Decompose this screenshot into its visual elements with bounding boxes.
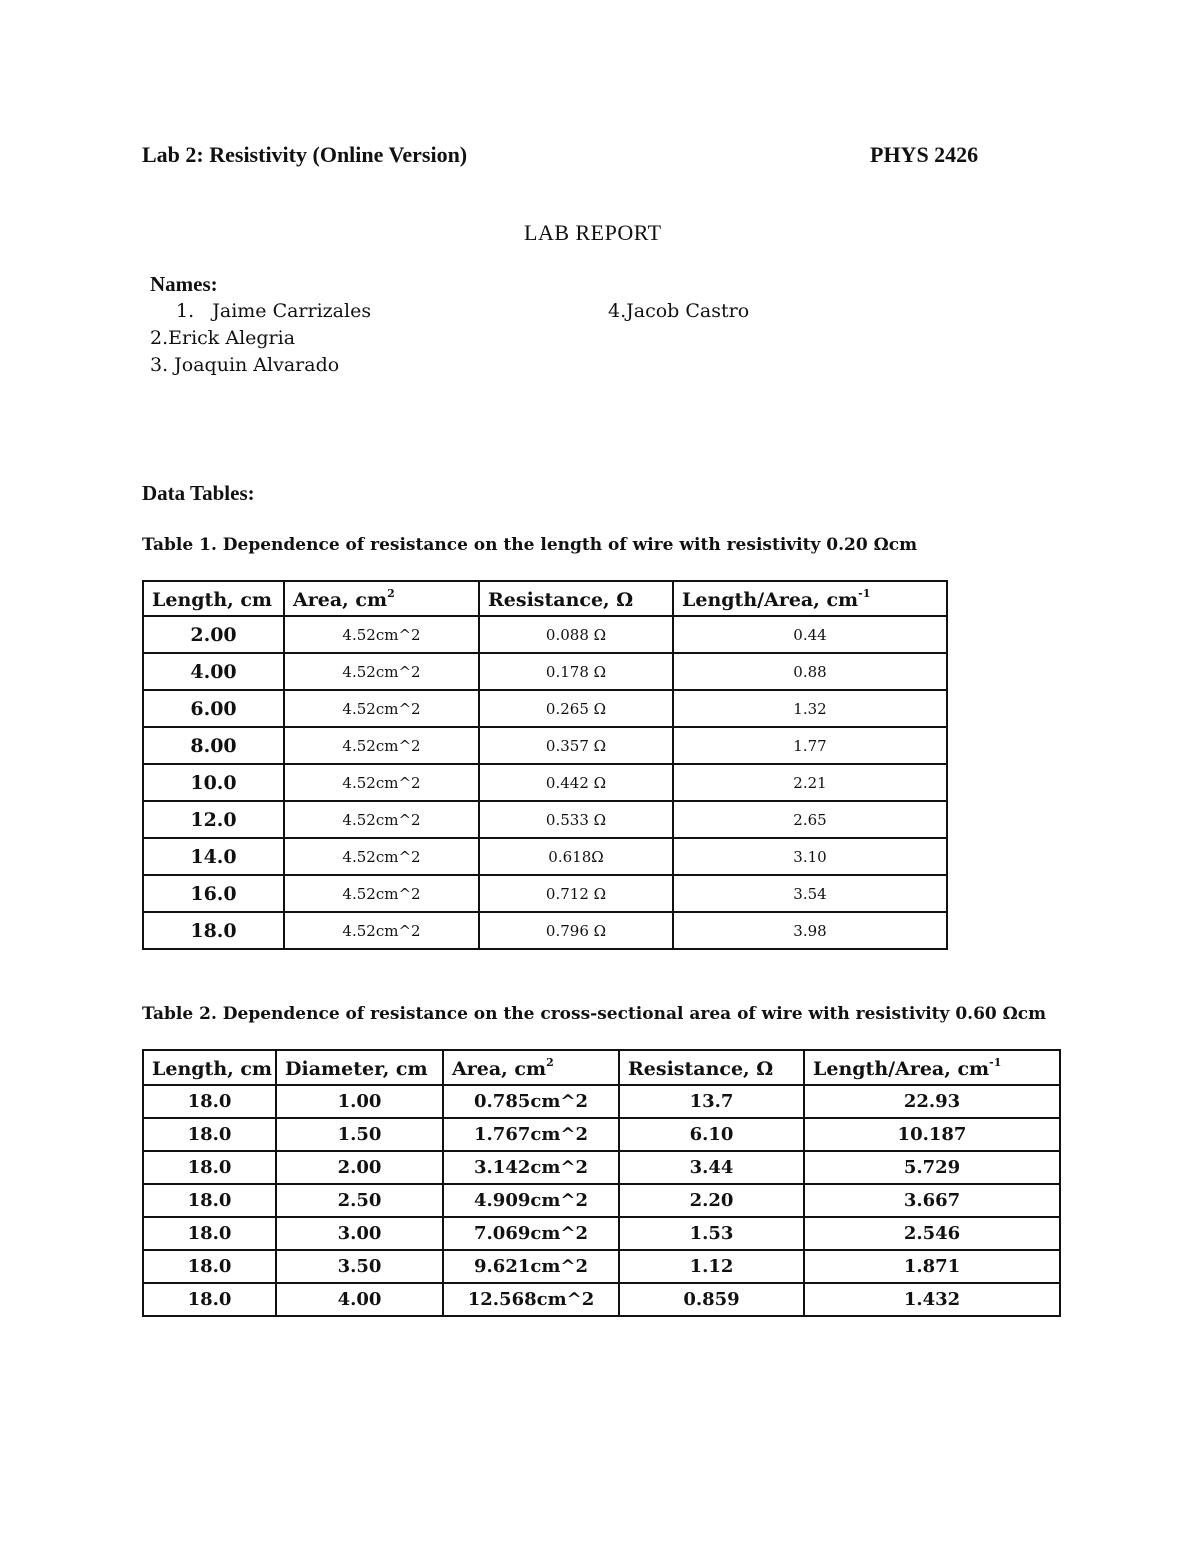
table-cell: 4.52cm^2 [284, 616, 479, 653]
table-cell: 1.12 [619, 1250, 804, 1283]
table2-header-area: Area, $cm^2$ [443, 1050, 619, 1085]
table-cell: 0.88 [673, 653, 947, 690]
table-cell: 2.50 [276, 1184, 443, 1217]
table-2 [142, 1049, 1061, 1317]
table-cell: 4.52cm^2 [284, 838, 479, 875]
table-cell: 1.432 [804, 1283, 1060, 1316]
table-cell: 3.54 [673, 875, 947, 912]
table-cell: 1.53 [619, 1217, 804, 1250]
table-cell: 1.767cm^2 [443, 1118, 619, 1151]
name-1: 1. Jaime Carrizales [176, 300, 372, 322]
table-row [143, 764, 947, 801]
table-cell: 4.52cm^2 [284, 653, 479, 690]
table-cell: 18.0 [143, 912, 284, 949]
table-cell: 2.00 [276, 1151, 443, 1184]
table-cell: 7.069cm^2 [443, 1217, 619, 1250]
table-cell: 4.52cm^2 [284, 764, 479, 801]
table-cell: 6.10 [619, 1118, 804, 1151]
table-row [143, 727, 947, 764]
table-cell: 12.0 [143, 801, 284, 838]
table-cell: 0.357 Ω [479, 727, 673, 764]
table-cell: 18.0 [143, 1217, 276, 1250]
table-cell: 0.712 Ω [479, 875, 673, 912]
table-cell: 2.20 [619, 1184, 804, 1217]
table-cell: 10.0 [143, 764, 284, 801]
table-cell: 1.00 [276, 1085, 443, 1118]
table-row [143, 801, 947, 838]
table-cell: 4.52cm^2 [284, 912, 479, 949]
table-cell: 2.65 [673, 801, 947, 838]
table-cell: 4.52cm^2 [284, 801, 479, 838]
table-cell: 18.0 [143, 1250, 276, 1283]
table-cell: 4.52cm^2 [284, 727, 479, 764]
table-cell: 1.77 [673, 727, 947, 764]
table-cell: 22.93 [804, 1085, 1060, 1118]
table-cell: 0.442 Ω [479, 764, 673, 801]
table-cell: 10.187 [804, 1118, 1060, 1151]
table-row [143, 1085, 1060, 1118]
table-cell: 1.32 [673, 690, 947, 727]
table1-header-area: Area, $cm^2$ [284, 581, 479, 616]
table-cell: 2.546 [804, 1217, 1060, 1250]
table-cell: 3.142cm^2 [443, 1151, 619, 1184]
table-cell: 3.50 [276, 1250, 443, 1283]
table-row [143, 1250, 1060, 1283]
table-cell: 18.0 [143, 1283, 276, 1316]
table-cell: 0.265 Ω [479, 690, 673, 727]
table-cell: 4.909cm^2 [443, 1184, 619, 1217]
table-cell: 18.0 [143, 1118, 276, 1151]
table-cell: 9.621cm^2 [443, 1250, 619, 1283]
table-row [143, 1184, 1060, 1217]
table-cell: 8.00 [143, 727, 284, 764]
table-row [143, 690, 947, 727]
table-cell: 5.729 [804, 1151, 1060, 1184]
table-cell: 18.0 [143, 1085, 276, 1118]
table-cell: 0.796 Ω [479, 912, 673, 949]
table2-header-resistance: Resistance, Ω [619, 1050, 804, 1085]
table-cell: 14.0 [143, 838, 284, 875]
table-cell: 0.178 Ω [479, 653, 673, 690]
table-1 [142, 580, 948, 950]
table-cell: 4.00 [276, 1283, 443, 1316]
table1-header-length: Length, cm [143, 581, 284, 616]
table-cell: 0.785cm^2 [443, 1085, 619, 1118]
table-cell: 16.0 [143, 875, 284, 912]
table-cell: 1.50 [276, 1118, 443, 1151]
table-row [143, 1217, 1060, 1250]
table-cell: 4.52cm^2 [284, 690, 479, 727]
name-2: 2.Erick Alegria [150, 327, 296, 349]
table-cell: 2.21 [673, 764, 947, 801]
table-cell: 2.00 [143, 616, 284, 653]
report-title: LAB REPORT [524, 220, 662, 245]
name-4: 4.Jacob Castro [608, 300, 750, 322]
table-row [143, 653, 947, 690]
table-header-row [143, 1050, 1060, 1085]
table-cell: 3.44 [619, 1151, 804, 1184]
table-row [143, 1151, 1060, 1184]
table-cell: 18.0 [143, 1184, 276, 1217]
course-code: PHYS 2426 [870, 142, 979, 167]
table-cell: 13.7 [619, 1085, 804, 1118]
table1-caption: Table 1. Dependence of resistance on the length of wire with resistivity 0.20 Ωcm [142, 535, 918, 555]
table-row [143, 838, 947, 875]
table-row [143, 616, 947, 653]
table1-header-resistance: Resistance, Ω [479, 581, 673, 616]
table1-header-length-area: Length/Area, $cm^{-1}$ [673, 581, 947, 616]
table2-header-length: Length, cm [143, 1050, 276, 1085]
table-cell: 3.00 [276, 1217, 443, 1250]
table-header-row [143, 581, 947, 616]
table-cell: 0.859 [619, 1283, 804, 1316]
table-cell: 0.088 Ω [479, 616, 673, 653]
lab-title: Lab 2: Resistivity (Online Version) [142, 142, 468, 167]
table2-caption: Table 2. Dependence of resistance on the cross-sectional area of wire with resistivity 0.60 Ωcm [142, 1004, 1047, 1024]
table-cell: 4.00 [143, 653, 284, 690]
table-cell: 0.533 Ω [479, 801, 673, 838]
table-cell: 4.52cm^2 [284, 875, 479, 912]
table-cell: 18.0 [143, 1151, 276, 1184]
names-label: Names: [150, 272, 218, 296]
table-cell: 12.568cm^2 [443, 1283, 619, 1316]
table-row [143, 1118, 1060, 1151]
table-cell: 0.44 [673, 616, 947, 653]
table-cell: 3.98 [673, 912, 947, 949]
table-row [143, 875, 947, 912]
table-cell: 0.618Ω [479, 838, 673, 875]
table2-header-diameter: Diameter, cm [276, 1050, 443, 1085]
table-row [143, 912, 947, 949]
table2-header-length-area: Length/Area, $cm^{-1}$ [804, 1050, 1060, 1085]
table-cell: 3.10 [673, 838, 947, 875]
table-cell: 1.871 [804, 1250, 1060, 1283]
table-row [143, 1283, 1060, 1316]
data-tables-label: Data Tables: [142, 481, 255, 505]
name-3: 3. Joaquin Alvarado [150, 354, 340, 376]
table-cell: 6.00 [143, 690, 284, 727]
table-cell: 3.667 [804, 1184, 1060, 1217]
